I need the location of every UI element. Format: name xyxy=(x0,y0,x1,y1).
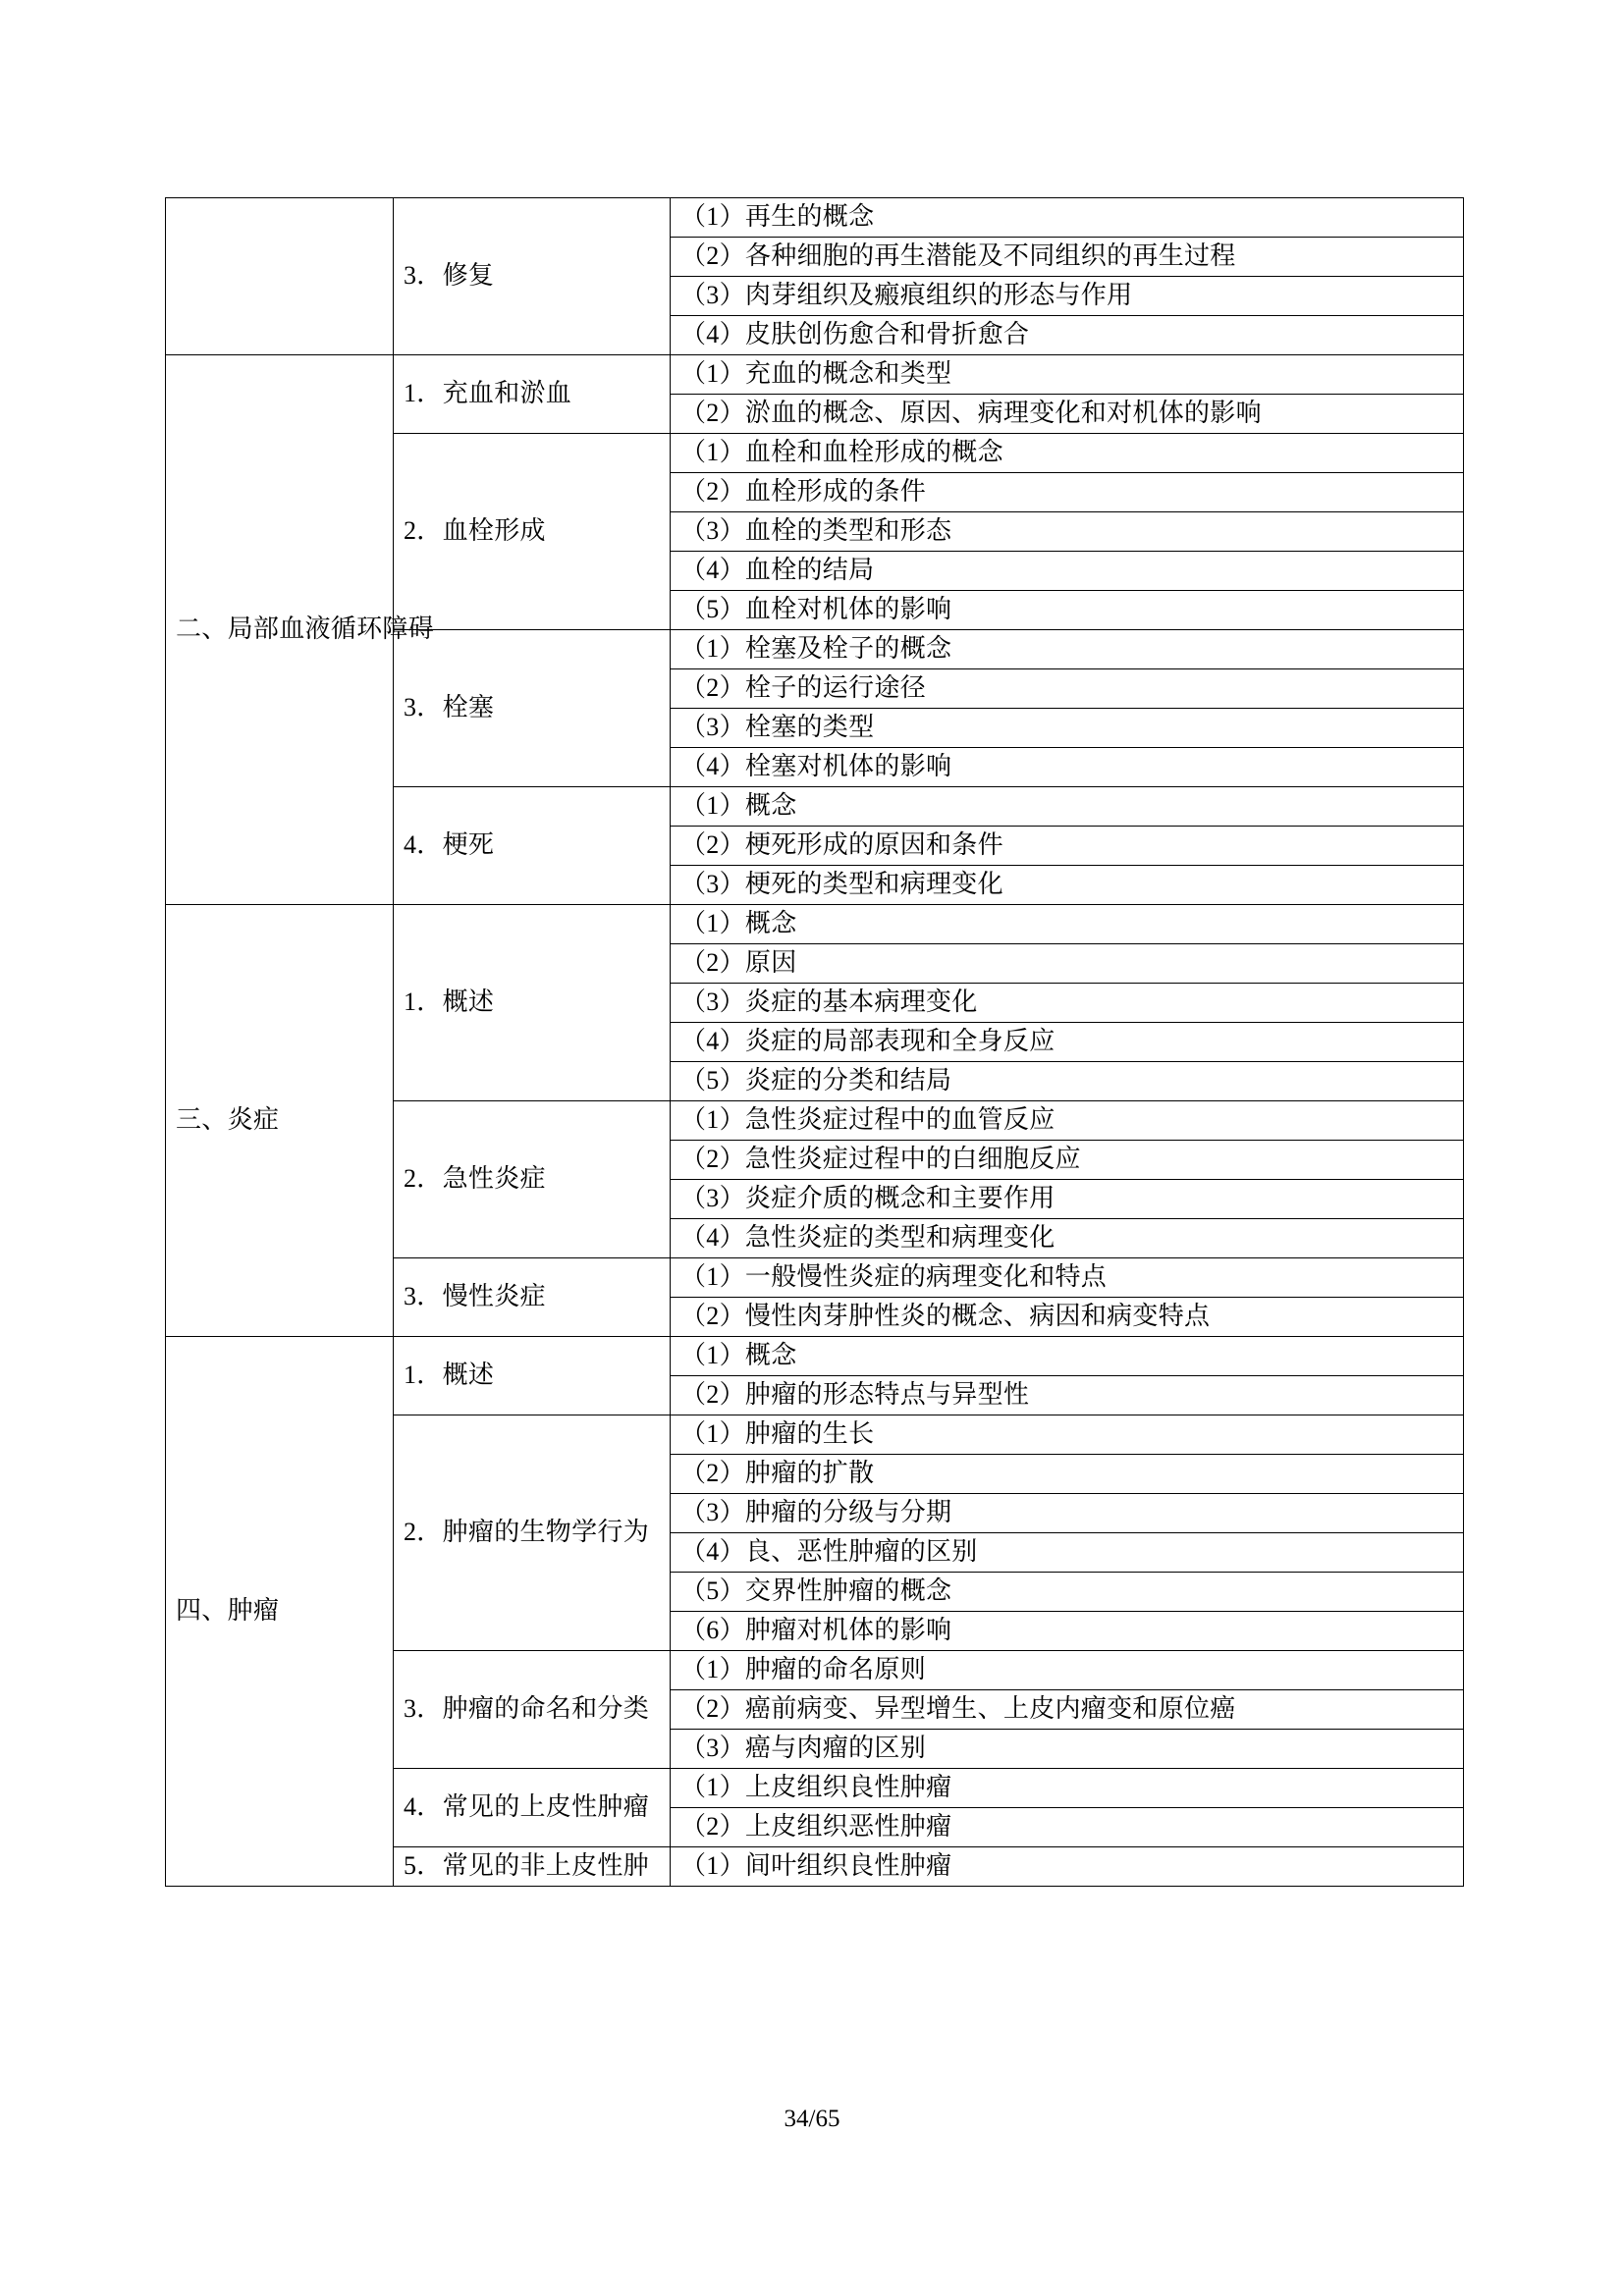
knowledge-point-cell: （3）梗死的类型和病理变化 xyxy=(671,866,1464,905)
topic-name-cell: 5．常见的非上皮性肿 xyxy=(394,1847,671,1887)
knowledge-point-cell: （2）肿瘤的扩散 xyxy=(671,1455,1464,1494)
knowledge-point-cell: （1）再生的概念 xyxy=(671,198,1464,238)
knowledge-point-cell: （1）一般慢性炎症的病理变化和特点 xyxy=(671,1258,1464,1298)
knowledge-point-cell: （2）慢性肉芽肿性炎的概念、病因和病变特点 xyxy=(671,1298,1464,1337)
knowledge-point-cell: （4）急性炎症的类型和病理变化 xyxy=(671,1219,1464,1258)
knowledge-point-cell: （2）梗死形成的原因和条件 xyxy=(671,827,1464,866)
topic-name-cell: 2．血栓形成 xyxy=(394,434,671,630)
topic-name-cell: 1．概述 xyxy=(394,905,671,1101)
knowledge-point-cell: （1）概念 xyxy=(671,905,1464,944)
knowledge-point-cell: （1）充血的概念和类型 xyxy=(671,355,1464,395)
knowledge-point-cell: （3）炎症的基本病理变化 xyxy=(671,984,1464,1023)
knowledge-point-cell: （1）肿瘤的生长 xyxy=(671,1415,1464,1455)
knowledge-point-cell: （2）肿瘤的形态特点与异型性 xyxy=(671,1376,1464,1415)
knowledge-point-cell: （2）血栓形成的条件 xyxy=(671,473,1464,512)
table-row xyxy=(166,1337,1464,1376)
knowledge-point-cell: （1）概念 xyxy=(671,787,1464,827)
knowledge-point-cell: （2）原因 xyxy=(671,944,1464,984)
page-number-label: 34/65 xyxy=(784,2106,840,2132)
syllabus-table-container xyxy=(165,197,1463,1887)
topic-name-cell: 1．充血和淤血 xyxy=(394,355,671,434)
knowledge-point-cell: （4）栓塞对机体的影响 xyxy=(671,748,1464,787)
knowledge-point-cell: （3）肉芽组织及瘢痕组织的形态与作用 xyxy=(671,277,1464,316)
section-name-cell: 三、炎症 xyxy=(166,905,394,1337)
knowledge-point-cell: （6）肿瘤对机体的影响 xyxy=(671,1612,1464,1651)
knowledge-point-cell: （1）急性炎症过程中的血管反应 xyxy=(671,1101,1464,1141)
knowledge-point-cell: （3）癌与肉瘤的区别 xyxy=(671,1730,1464,1769)
topic-name-cell: 2．急性炎症 xyxy=(394,1101,671,1258)
section-name-cell: 四、肿瘤 xyxy=(166,1337,394,1887)
knowledge-point-cell: （5）血栓对机体的影响 xyxy=(671,591,1464,630)
knowledge-point-cell: （2）淤血的概念、原因、病理变化和对机体的影响 xyxy=(671,395,1464,434)
knowledge-point-cell: （1）概念 xyxy=(671,1337,1464,1376)
knowledge-point-cell: （3）栓塞的类型 xyxy=(671,709,1464,748)
topic-name-cell: 3．修复 xyxy=(394,198,671,355)
knowledge-point-cell: （1）栓塞及栓子的概念 xyxy=(671,630,1464,669)
knowledge-point-cell: （4）皮肤创伤愈合和骨折愈合 xyxy=(671,316,1464,355)
knowledge-point-cell: （2）栓子的运行途径 xyxy=(671,669,1464,709)
knowledge-point-cell: （5）交界性肿瘤的概念 xyxy=(671,1573,1464,1612)
topic-name-cell: 3．栓塞 xyxy=(394,630,671,787)
knowledge-point-cell: （4）良、恶性肿瘤的区别 xyxy=(671,1533,1464,1573)
knowledge-point-cell: （1）血栓和血栓形成的概念 xyxy=(671,434,1464,473)
knowledge-point-cell: （2）各种细胞的再生潜能及不同组织的再生过程 xyxy=(671,238,1464,277)
section-name-cell xyxy=(166,198,394,355)
topic-name-cell: 3．慢性炎症 xyxy=(394,1258,671,1337)
table-row xyxy=(166,198,1464,238)
topic-name-cell: 1．概述 xyxy=(394,1337,671,1415)
syllabus-table xyxy=(165,197,1464,1887)
table-row xyxy=(166,355,1464,395)
knowledge-point-cell: （5）炎症的分类和结局 xyxy=(671,1062,1464,1101)
knowledge-point-cell: （1）间叶组织良性肿瘤 xyxy=(671,1847,1464,1887)
topic-name-cell: 3．肿瘤的命名和分类 xyxy=(394,1651,671,1769)
knowledge-point-cell: （2）上皮组织恶性肿瘤 xyxy=(671,1808,1464,1847)
section-name-cell: 二、局部血液循环障碍 xyxy=(166,355,394,905)
knowledge-point-cell: （3）炎症介质的概念和主要作用 xyxy=(671,1180,1464,1219)
knowledge-point-cell: （1）肿瘤的命名原则 xyxy=(671,1651,1464,1690)
knowledge-point-cell: （3）血栓的类型和形态 xyxy=(671,512,1464,552)
page-footer xyxy=(0,2106,1624,2133)
topic-name-cell: 2．肿瘤的生物学行为 xyxy=(394,1415,671,1651)
knowledge-point-cell: （4）炎症的局部表现和全身反应 xyxy=(671,1023,1464,1062)
topic-name-cell: 4．梗死 xyxy=(394,787,671,905)
knowledge-point-cell: （4）血栓的结局 xyxy=(671,552,1464,591)
table-row xyxy=(166,905,1464,944)
knowledge-point-cell: （1）上皮组织良性肿瘤 xyxy=(671,1769,1464,1808)
topic-name-cell: 4．常见的上皮性肿瘤 xyxy=(394,1769,671,1847)
knowledge-point-cell: （2）癌前病变、异型增生、上皮内瘤变和原位癌 xyxy=(671,1690,1464,1730)
knowledge-point-cell: （2）急性炎症过程中的白细胞反应 xyxy=(671,1141,1464,1180)
knowledge-point-cell: （3）肿瘤的分级与分期 xyxy=(671,1494,1464,1533)
